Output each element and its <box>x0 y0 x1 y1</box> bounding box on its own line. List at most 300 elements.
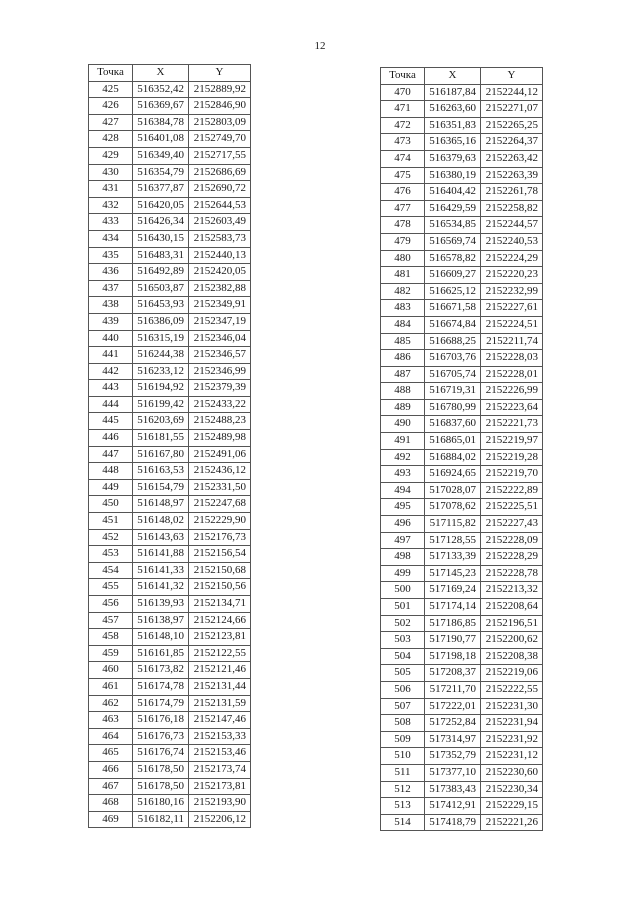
table-row <box>89 562 251 579</box>
x-cell: 516688,25 <box>425 333 481 350</box>
y-cell: 2152222,89 <box>481 482 543 499</box>
y-cell: 2152583,73 <box>189 230 251 247</box>
y-cell: 2152263,42 <box>481 150 543 167</box>
y-cell: 2152134,71 <box>189 596 251 613</box>
point-cell: 464 <box>89 728 133 745</box>
x-cell: 516354,79 <box>133 164 189 181</box>
table-row <box>89 147 251 164</box>
x-cell: 516176,74 <box>133 745 189 762</box>
x-cell: 516167,80 <box>133 446 189 463</box>
point-cell: 426 <box>89 98 133 115</box>
table-row <box>89 612 251 629</box>
point-cell: 472 <box>381 117 425 134</box>
y-cell: 2152220,23 <box>481 267 543 284</box>
y-cell: 2152433,22 <box>189 396 251 413</box>
table-row <box>381 466 543 483</box>
y-cell: 2152124,66 <box>189 612 251 629</box>
table-row <box>89 645 251 662</box>
y-cell: 2152349,91 <box>189 297 251 314</box>
point-cell: 443 <box>89 380 133 397</box>
x-cell: 516178,50 <box>133 761 189 778</box>
point-cell: 475 <box>381 167 425 184</box>
point-cell: 489 <box>381 399 425 416</box>
x-cell: 516671,58 <box>425 300 481 317</box>
table-row <box>381 615 543 632</box>
table-row <box>381 134 543 151</box>
x-cell: 516233,12 <box>133 363 189 380</box>
y-cell: 2152228,09 <box>481 532 543 549</box>
point-cell: 465 <box>89 745 133 762</box>
point-cell: 493 <box>381 466 425 483</box>
y-cell: 2152208,64 <box>481 599 543 616</box>
point-cell: 466 <box>89 761 133 778</box>
x-cell: 516194,92 <box>133 380 189 397</box>
point-cell: 454 <box>89 562 133 579</box>
x-cell: 516176,73 <box>133 728 189 745</box>
x-cell: 516176,18 <box>133 712 189 729</box>
x-cell: 517352,79 <box>425 748 481 765</box>
y-cell: 2152219,28 <box>481 449 543 466</box>
point-cell: 479 <box>381 233 425 250</box>
table-row <box>381 632 543 649</box>
table-row <box>89 778 251 795</box>
table-row <box>381 516 543 533</box>
point-cell: 504 <box>381 648 425 665</box>
x-cell: 516148,02 <box>133 513 189 530</box>
y-cell: 2152491,06 <box>189 446 251 463</box>
header-y: Y <box>189 65 251 82</box>
table-row <box>89 678 251 695</box>
point-cell: 463 <box>89 712 133 729</box>
y-cell: 2152219,06 <box>481 665 543 682</box>
table-row <box>89 380 251 397</box>
x-cell: 516141,33 <box>133 562 189 579</box>
y-cell: 2152346,99 <box>189 363 251 380</box>
table-row <box>89 114 251 131</box>
table-row <box>381 233 543 250</box>
point-cell: 496 <box>381 516 425 533</box>
table-row <box>381 681 543 698</box>
y-cell: 2152223,64 <box>481 399 543 416</box>
x-cell: 516534,85 <box>425 217 481 234</box>
table-row <box>89 81 251 98</box>
x-cell: 517222,01 <box>425 698 481 715</box>
point-cell: 428 <box>89 131 133 148</box>
table-row <box>89 214 251 231</box>
x-cell: 516884,02 <box>425 449 481 466</box>
y-cell: 2152221,73 <box>481 416 543 433</box>
point-cell: 449 <box>89 479 133 496</box>
point-cell: 470 <box>381 84 425 101</box>
y-cell: 2152231,94 <box>481 715 543 732</box>
point-cell: 447 <box>89 446 133 463</box>
table-row <box>89 313 251 330</box>
point-cell: 509 <box>381 731 425 748</box>
x-cell: 516492,89 <box>133 264 189 281</box>
point-cell: 473 <box>381 134 425 151</box>
point-cell: 452 <box>89 529 133 546</box>
point-cell: 498 <box>381 549 425 566</box>
table-row <box>381 549 543 566</box>
table-row <box>381 250 543 267</box>
table-body-left <box>89 81 251 828</box>
table-body-right <box>381 84 543 831</box>
x-cell: 517186,85 <box>425 615 481 632</box>
x-cell: 516780,99 <box>425 399 481 416</box>
table-header-row <box>89 65 251 82</box>
point-cell: 512 <box>381 781 425 798</box>
y-cell: 2152331,50 <box>189 479 251 496</box>
table-row <box>381 582 543 599</box>
y-cell: 2152261,78 <box>481 184 543 201</box>
y-cell: 2152231,12 <box>481 748 543 765</box>
x-cell: 516182,11 <box>133 811 189 828</box>
table-row <box>89 280 251 297</box>
header-point: Точка <box>381 68 425 85</box>
table-row <box>381 715 543 732</box>
table-row <box>381 731 543 748</box>
y-cell: 2152686,69 <box>189 164 251 181</box>
y-cell: 2152440,13 <box>189 247 251 264</box>
x-cell: 516315,19 <box>133 330 189 347</box>
y-cell: 2152231,92 <box>481 731 543 748</box>
table-row <box>89 662 251 679</box>
x-cell: 516483,31 <box>133 247 189 264</box>
point-cell: 471 <box>381 101 425 118</box>
y-cell: 2152228,01 <box>481 366 543 383</box>
point-cell: 468 <box>89 795 133 812</box>
table-row <box>381 117 543 134</box>
table-row <box>381 200 543 217</box>
table-row <box>89 496 251 513</box>
table-row <box>381 283 543 300</box>
header-point: Точка <box>89 65 133 82</box>
y-cell: 2152346,04 <box>189 330 251 347</box>
x-cell: 516380,19 <box>425 167 481 184</box>
y-cell: 2152173,74 <box>189 761 251 778</box>
table-row <box>381 300 543 317</box>
y-cell: 2152264,37 <box>481 134 543 151</box>
y-cell: 2152346,57 <box>189 347 251 364</box>
x-cell: 516351,83 <box>425 117 481 134</box>
point-cell: 431 <box>89 181 133 198</box>
table-row <box>381 748 543 765</box>
point-cell: 494 <box>381 482 425 499</box>
y-cell: 2152889,92 <box>189 81 251 98</box>
y-cell: 2152121,46 <box>189 662 251 679</box>
table-row <box>89 695 251 712</box>
point-cell: 486 <box>381 350 425 367</box>
y-cell: 2152232,99 <box>481 283 543 300</box>
x-cell: 516141,32 <box>133 579 189 596</box>
table-row <box>381 350 543 367</box>
x-cell: 516404,42 <box>425 184 481 201</box>
point-cell: 460 <box>89 662 133 679</box>
point-cell: 513 <box>381 798 425 815</box>
x-cell: 517133,39 <box>425 549 481 566</box>
point-cell: 435 <box>89 247 133 264</box>
y-cell: 2152122,55 <box>189 645 251 662</box>
x-cell: 517169,24 <box>425 582 481 599</box>
y-cell: 2152749,70 <box>189 131 251 148</box>
y-cell: 2152717,55 <box>189 147 251 164</box>
y-cell: 2152244,12 <box>481 84 543 101</box>
x-cell: 516143,63 <box>133 529 189 546</box>
point-cell: 444 <box>89 396 133 413</box>
point-cell: 495 <box>381 499 425 516</box>
x-cell: 517383,43 <box>425 781 481 798</box>
x-cell: 516429,59 <box>425 200 481 217</box>
y-cell: 2152230,34 <box>481 781 543 798</box>
header-y: Y <box>481 68 543 85</box>
point-cell: 457 <box>89 612 133 629</box>
point-cell: 483 <box>381 300 425 317</box>
y-cell: 2152227,61 <box>481 300 543 317</box>
y-cell: 2152131,59 <box>189 695 251 712</box>
point-cell: 492 <box>381 449 425 466</box>
table-row <box>89 98 251 115</box>
point-cell: 434 <box>89 230 133 247</box>
y-cell: 2152150,68 <box>189 562 251 579</box>
point-cell: 490 <box>381 416 425 433</box>
point-cell: 458 <box>89 629 133 646</box>
table-row <box>89 712 251 729</box>
x-cell: 516453,93 <box>133 297 189 314</box>
x-cell: 516173,82 <box>133 662 189 679</box>
table-row <box>89 811 251 828</box>
point-cell: 442 <box>89 363 133 380</box>
point-cell: 429 <box>89 147 133 164</box>
x-cell: 516138,97 <box>133 612 189 629</box>
point-cell: 439 <box>89 313 133 330</box>
point-cell: 451 <box>89 513 133 530</box>
point-cell: 455 <box>89 579 133 596</box>
point-cell: 482 <box>381 283 425 300</box>
x-cell: 516187,84 <box>425 84 481 101</box>
x-cell: 517028,07 <box>425 482 481 499</box>
x-cell: 516625,12 <box>425 283 481 300</box>
point-cell: 511 <box>381 764 425 781</box>
x-cell: 516244,38 <box>133 347 189 364</box>
point-cell: 430 <box>89 164 133 181</box>
x-cell: 516181,55 <box>133 430 189 447</box>
x-cell: 516719,31 <box>425 383 481 400</box>
y-cell: 2152227,43 <box>481 516 543 533</box>
point-cell: 433 <box>89 214 133 231</box>
x-cell: 516384,78 <box>133 114 189 131</box>
table-row <box>89 745 251 762</box>
table-row <box>89 413 251 430</box>
y-cell: 2152803,09 <box>189 114 251 131</box>
point-cell: 508 <box>381 715 425 732</box>
y-cell: 2152221,26 <box>481 814 543 831</box>
y-cell: 2152229,90 <box>189 513 251 530</box>
point-cell: 459 <box>89 645 133 662</box>
table-row <box>89 629 251 646</box>
table-row <box>381 798 543 815</box>
table-row <box>381 333 543 350</box>
y-cell: 2152219,97 <box>481 433 543 450</box>
y-cell: 2152244,57 <box>481 217 543 234</box>
table-row <box>89 529 251 546</box>
x-cell: 516199,42 <box>133 396 189 413</box>
y-cell: 2152271,07 <box>481 101 543 118</box>
x-cell: 516349,40 <box>133 147 189 164</box>
x-cell: 516352,42 <box>133 81 189 98</box>
point-cell: 480 <box>381 250 425 267</box>
y-cell: 2152147,46 <box>189 712 251 729</box>
table-row <box>89 330 251 347</box>
table-row <box>89 795 251 812</box>
table-row <box>89 197 251 214</box>
y-cell: 2152193,90 <box>189 795 251 812</box>
x-cell: 516154,79 <box>133 479 189 496</box>
x-cell: 517174,14 <box>425 599 481 616</box>
point-cell: 446 <box>89 430 133 447</box>
point-cell: 487 <box>381 366 425 383</box>
table-row <box>381 150 543 167</box>
x-cell: 516705,74 <box>425 366 481 383</box>
y-cell: 2152846,90 <box>189 98 251 115</box>
x-cell: 516148,10 <box>133 629 189 646</box>
point-cell: 456 <box>89 596 133 613</box>
point-cell: 467 <box>89 778 133 795</box>
point-cell: 432 <box>89 197 133 214</box>
point-cell: 506 <box>381 681 425 698</box>
point-cell: 461 <box>89 678 133 695</box>
table-row <box>381 648 543 665</box>
table-row <box>381 781 543 798</box>
coordinates-table-right <box>380 67 543 831</box>
point-cell: 450 <box>89 496 133 513</box>
y-cell: 2152228,29 <box>481 549 543 566</box>
x-cell: 516161,85 <box>133 645 189 662</box>
x-cell: 516178,50 <box>133 778 189 795</box>
y-cell: 2152206,12 <box>189 811 251 828</box>
point-cell: 484 <box>381 316 425 333</box>
y-cell: 2152379,39 <box>189 380 251 397</box>
point-cell: 488 <box>381 383 425 400</box>
point-cell: 477 <box>381 200 425 217</box>
point-cell: 469 <box>89 811 133 828</box>
table-row <box>381 599 543 616</box>
header-x: X <box>133 65 189 82</box>
point-cell: 499 <box>381 565 425 582</box>
table-row <box>381 366 543 383</box>
y-cell: 2152382,88 <box>189 280 251 297</box>
x-cell: 516263,60 <box>425 101 481 118</box>
x-cell: 516426,34 <box>133 214 189 231</box>
table-row <box>89 297 251 314</box>
table-row <box>89 247 251 264</box>
table-row <box>89 396 251 413</box>
x-cell: 516569,74 <box>425 233 481 250</box>
point-cell: 500 <box>381 582 425 599</box>
point-cell: 501 <box>381 599 425 616</box>
x-cell: 517115,82 <box>425 516 481 533</box>
x-cell: 516139,93 <box>133 596 189 613</box>
y-cell: 2152247,68 <box>189 496 251 513</box>
point-cell: 510 <box>381 748 425 765</box>
table-row <box>89 579 251 596</box>
table-row <box>381 267 543 284</box>
table-header-row <box>381 68 543 85</box>
x-cell: 516163,53 <box>133 463 189 480</box>
table-row <box>381 399 543 416</box>
table-row <box>89 479 251 496</box>
point-cell: 514 <box>381 814 425 831</box>
x-cell: 516148,97 <box>133 496 189 513</box>
x-cell: 516379,63 <box>425 150 481 167</box>
x-cell: 516865,01 <box>425 433 481 450</box>
y-cell: 2152222,55 <box>481 681 543 698</box>
y-cell: 2152153,33 <box>189 728 251 745</box>
x-cell: 516174,79 <box>133 695 189 712</box>
x-cell: 516578,82 <box>425 250 481 267</box>
table-row <box>89 728 251 745</box>
page-number: 12 <box>314 40 326 52</box>
y-cell: 2152265,25 <box>481 117 543 134</box>
x-cell: 516386,09 <box>133 313 189 330</box>
table-row <box>89 446 251 463</box>
point-cell: 503 <box>381 632 425 649</box>
x-cell: 517252,84 <box>425 715 481 732</box>
y-cell: 2152488,23 <box>189 413 251 430</box>
point-cell: 491 <box>381 433 425 450</box>
table-row <box>89 363 251 380</box>
y-cell: 2152219,70 <box>481 466 543 483</box>
x-cell: 516430,15 <box>133 230 189 247</box>
table-row <box>381 764 543 781</box>
table-row <box>381 482 543 499</box>
y-cell: 2152131,44 <box>189 678 251 695</box>
y-cell: 2152226,99 <box>481 383 543 400</box>
table-row <box>381 565 543 582</box>
y-cell: 2152231,30 <box>481 698 543 715</box>
y-cell: 2152123,81 <box>189 629 251 646</box>
y-cell: 2152228,03 <box>481 350 543 367</box>
point-cell: 474 <box>381 150 425 167</box>
x-cell: 517078,62 <box>425 499 481 516</box>
table-row <box>381 499 543 516</box>
point-cell: 478 <box>381 217 425 234</box>
point-cell: 438 <box>89 297 133 314</box>
y-cell: 2152420,05 <box>189 264 251 281</box>
y-cell: 2152176,73 <box>189 529 251 546</box>
point-cell: 476 <box>381 184 425 201</box>
table-row <box>89 264 251 281</box>
table-row <box>381 416 543 433</box>
point-cell: 485 <box>381 333 425 350</box>
y-cell: 2152200,62 <box>481 632 543 649</box>
point-cell: 445 <box>89 413 133 430</box>
y-cell: 2152489,98 <box>189 430 251 447</box>
point-cell: 448 <box>89 463 133 480</box>
point-cell: 437 <box>89 280 133 297</box>
y-cell: 2152229,15 <box>481 798 543 815</box>
table-row <box>381 433 543 450</box>
y-cell: 2152240,53 <box>481 233 543 250</box>
header-x: X <box>425 68 481 85</box>
x-cell: 516503,87 <box>133 280 189 297</box>
y-cell: 2152173,81 <box>189 778 251 795</box>
table-row <box>89 513 251 530</box>
table-row <box>381 217 543 234</box>
point-cell: 497 <box>381 532 425 549</box>
y-cell: 2152690,72 <box>189 181 251 198</box>
table-row <box>381 84 543 101</box>
y-cell: 2152258,82 <box>481 200 543 217</box>
